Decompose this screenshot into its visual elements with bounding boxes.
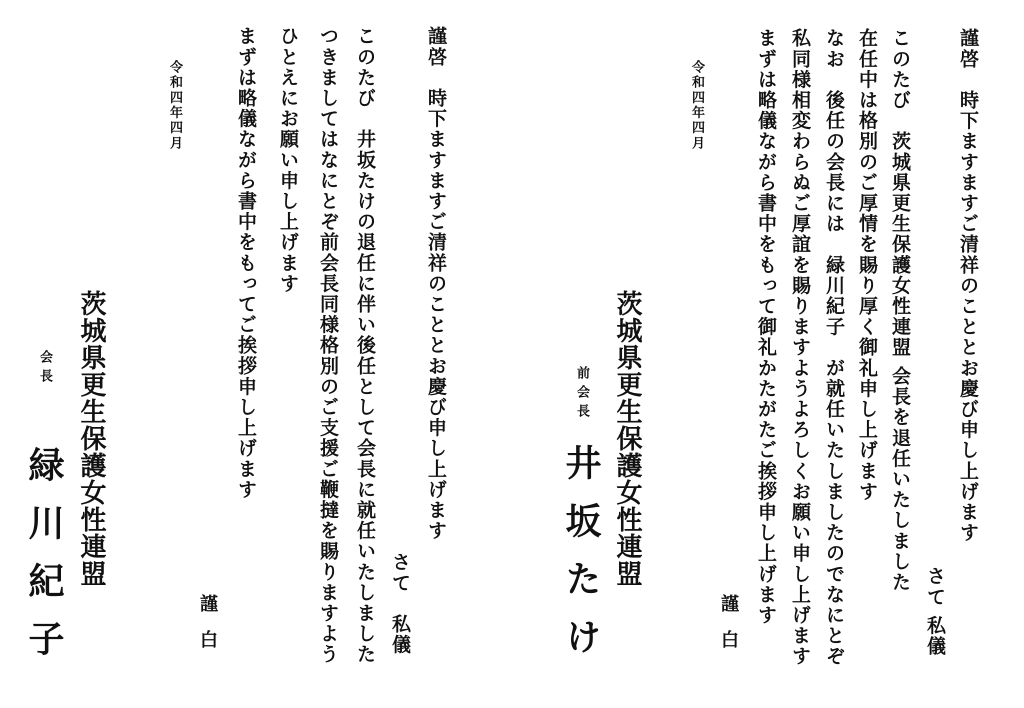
body-line-1: このたび 井坂たけの退任に伴い後任として会長に就任いたしました — [354, 26, 376, 665]
closing: 謹白 — [718, 594, 739, 666]
signatory-name: 緑川紀子 — [23, 446, 65, 678]
body-line-3: なお 後任の会長には 緑川紀子 が就任いたしましたのでなにとぞ — [823, 28, 845, 667]
body-line-4: まずは略儀ながら書中をもってご挨拶申し上げます — [235, 26, 257, 500]
role: 会長 — [37, 350, 52, 388]
body-line-2: 在任中は格別のご厚情を賜り厚く御礼申し上げます — [856, 28, 878, 502]
role: 前会長 — [574, 366, 589, 423]
greeting: 謹啓 時下ますますご清祥のこととお慶び申し上げます — [425, 26, 447, 541]
sender-prefix: さて 私儀 — [389, 552, 411, 655]
body-line-3: ひとえにお願い申し上げます — [277, 26, 299, 294]
body-line-2: つきましてはなにとぞ前会長同様格別のご支援ご鞭撻を賜りますよう — [317, 26, 339, 665]
date: 令和四年四月 — [167, 60, 182, 152]
body-line-5: まずは略儀ながら書中をもって御礼かたがたご挨拶申し上げます — [755, 28, 777, 626]
signatory-name: 井坂たけ — [560, 444, 602, 676]
sender-prefix: さて 私儀 — [924, 566, 946, 657]
date: 令和四年四月 — [689, 60, 704, 152]
greeting: 謹啓 時下ますますご清祥のこととお慶び申し上げます — [957, 28, 979, 543]
organization-name: 茨城県更生保護女性連盟 — [76, 290, 106, 587]
closing: 謹白 — [197, 594, 218, 666]
organization-name: 茨城県更生保護女性連盟 — [612, 290, 642, 587]
body-line-4: 私同様相変わらぬご厚誼を賜りますようよろしくお願い申し上げます — [789, 28, 811, 667]
body-line-1: このたび 茨城県更生保護女性連盟 会長を退任いたしました — [889, 28, 911, 593]
